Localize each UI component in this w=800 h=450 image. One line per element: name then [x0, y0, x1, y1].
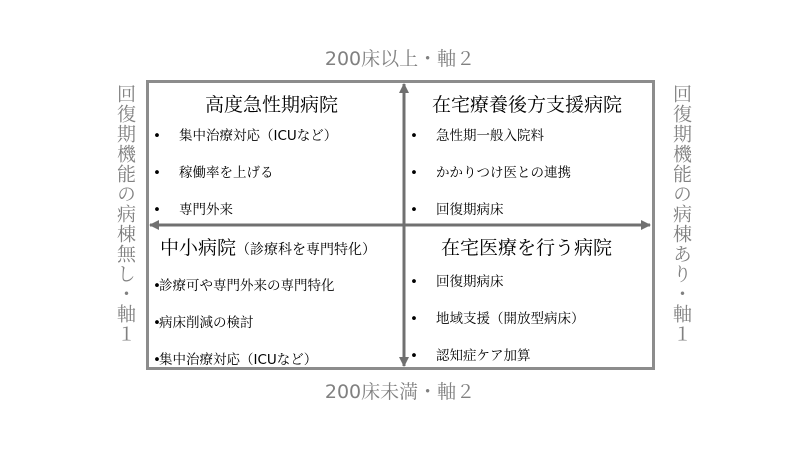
- quadrant-title-bottom-right: 在宅医療を行う病院: [441, 237, 613, 259]
- quadrant-list-bottom-left: [153, 276, 335, 387]
- quadrant-list-bottom-right: [410, 272, 585, 383]
- list-item: •診療可や専門外来の専門特化: [153, 278, 335, 294]
- quadrant-title-top-left: 高度急性期病院: [205, 94, 339, 116]
- list-item: • 回復期病床: [410, 274, 504, 290]
- axis-top-label: 200床以上・軸２: [324, 48, 476, 70]
- list-item: • 集中治療対応（ICUなど）: [153, 128, 338, 144]
- axis-left-label: 回復期機能の病棟無し・軸１: [114, 84, 136, 344]
- list-item: • 稼働率を上げる: [153, 165, 274, 181]
- quadrant-list-top-left: [153, 126, 337, 237]
- axis-bottom-label: 200床未満・軸２: [324, 381, 476, 403]
- list-item: •病床削減の検討: [153, 315, 254, 331]
- list-item: • かかりつけ医との連携: [410, 165, 571, 181]
- list-item: • 回復期病床: [410, 202, 504, 218]
- list-item: • 急性期一般入院料: [410, 128, 544, 144]
- axis-right-label: 回復期機能の病棟あり・軸１: [670, 84, 692, 344]
- quadrant-title-bottom-left: 中小病院（診療科を専門特化）: [160, 237, 377, 259]
- list-item: • 地域支援（開放型病床）: [410, 311, 585, 327]
- list-item: • 認知症ケア加算: [410, 348, 531, 364]
- list-item: • 専門外来: [153, 202, 233, 218]
- quadrant-title-top-right: 在宅療養後方支援病院: [432, 94, 623, 116]
- quadrant-list-top-right: [410, 126, 571, 237]
- list-item: •集中治療対応（ICUなど）: [153, 352, 318, 368]
- quadrant-title-note: （診療科を専門特化）: [236, 242, 377, 258]
